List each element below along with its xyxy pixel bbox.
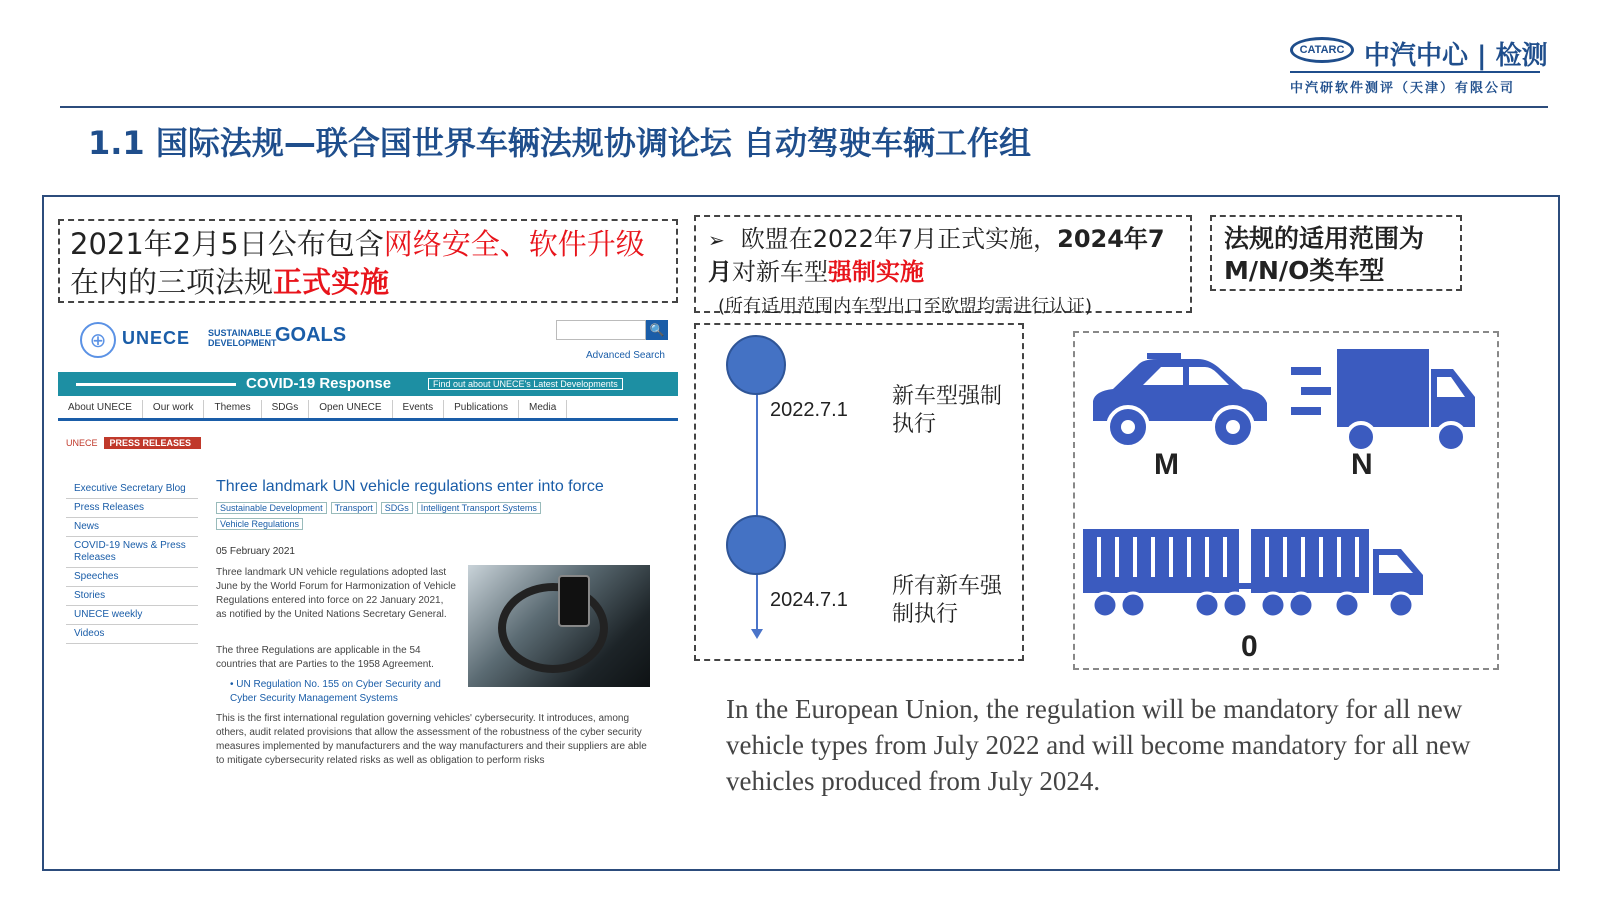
covid-label: COVID-19 Response — [246, 375, 392, 392]
eu-text-2: 2024年7月 — [708, 225, 1165, 286]
catarc-logo-mark: CATARC — [1290, 37, 1354, 63]
logo-subtitle: 中汽研软件测评（天津）有限公司 — [1290, 81, 1516, 96]
sdg-line2: DEVELOPMENT — [208, 338, 277, 348]
category-n-label: N — [1351, 448, 1373, 481]
bullet-arrow-icon: ➢ — [708, 228, 725, 252]
timeline-date: 2024.7.1 — [770, 589, 848, 611]
article-tag[interactable]: Sustainable Development — [216, 502, 327, 514]
smartphone-shape — [558, 575, 590, 627]
nav-item[interactable]: Our work — [143, 400, 205, 418]
slide-title: 1.1 国际法规—联合国世界车辆法规协调论坛 自动驾驶车辆工作组 — [88, 124, 1031, 162]
breadcrumb-unece[interactable]: UNECE — [66, 438, 98, 448]
english-summary: In the European Union, the regulation will be mandatory for all new vehicle types from July 2022 and will become mandatory for all new vehicles produced from July 2024. — [726, 694, 1471, 796]
eu-text-1: 欧盟在2022年7月正式实施， — [740, 225, 1058, 253]
article-tags — [216, 502, 596, 530]
article-paragraph: The three Regulations are applicable in the 54 countries that are Parties to the 1958 Agreement. — [216, 645, 434, 670]
covid-link[interactable]: Find out about UNECE's Latest Developments — [428, 378, 623, 390]
un-emblem-icon: ⊕ — [80, 322, 116, 358]
trailer-truck-icon — [1083, 525, 1435, 635]
eu-highlight: 强制实施 — [828, 258, 924, 286]
covid-decor-line — [76, 383, 236, 386]
scope-line-2: M/N/O类车型 — [1224, 256, 1385, 285]
side-menu-item[interactable]: UNECE weekly — [66, 606, 198, 625]
web-nav-bar — [58, 400, 678, 421]
nav-item[interactable]: SDGs — [262, 400, 310, 418]
timeline-text: 所有新车强制执行 — [892, 574, 1003, 627]
logo-name: 中汽中心 | 检测 — [1364, 41, 1548, 71]
article-bullet-text[interactable]: UN Regulation No. 155 on Cyber Security and Cyber Security Management Systems — [230, 679, 441, 704]
advanced-search-link[interactable]: Advanced Search — [586, 350, 665, 361]
timeline-box — [694, 323, 1024, 661]
side-menu-item[interactable]: News — [66, 518, 198, 537]
vehicle-categories-box — [1073, 331, 1499, 670]
article-paragraph: This is the first international regulation governing vehicles' cybersecurity. It introduces, among others, audit related provisions that allow the assessment of the robustness of the cyber security measures implemented by manufacturers and the way manufacturers and their suppliers are able to mitigate cybersecurity related risks as well as obligation to perform risks — [216, 713, 647, 766]
side-menu-item[interactable]: COVID-19 News & Press Releases — [66, 537, 198, 568]
announcement-text-1: 2021年2月5日公布包含 — [70, 227, 384, 261]
timeline-line — [756, 365, 758, 635]
article-bullet-link[interactable]: • UN Regulation No. 155 on Cyber Security and Cyber Security Management Systems — [230, 679, 441, 704]
breadcrumb-press-releases[interactable]: PRESS RELEASES — [104, 437, 202, 449]
side-menu-item[interactable]: Videos — [66, 625, 198, 644]
sdg-goals-logo: GOALS — [275, 324, 347, 346]
timeline-arrow-icon — [751, 629, 763, 639]
article-paragraph: Three landmark UN vehicle regulations adopted last June by the World Forum for Harmonization of Vehicle Regulations entered into force on 22 January 2021, as notified by the United Nations Secretary General. — [216, 567, 456, 620]
side-menu-item[interactable]: Press Releases — [66, 499, 198, 518]
eu-text-3: 对新车型 — [732, 258, 828, 286]
steering-wheel-shape — [498, 583, 608, 673]
announcement-highlight-2: 正式实施 — [273, 265, 390, 299]
nav-item[interactable]: Themes — [204, 400, 261, 418]
timeline-text: 新车型强制执行 — [892, 384, 1003, 437]
eu-implementation-box — [694, 215, 1192, 317]
eu-note: (所有适用范围内车型出口至欧盟均需进行认证) — [718, 296, 1093, 317]
announcement-box — [58, 219, 678, 303]
nav-item[interactable]: Open UNECE — [309, 400, 392, 418]
breadcrumb — [66, 437, 201, 449]
announcement-highlight-1: 网络安全、软件升级 — [383, 227, 645, 261]
category-o-label: 0 — [1241, 630, 1258, 663]
unece-webpage-screenshot — [58, 320, 678, 790]
unece-logo-text: UNECE — [122, 328, 191, 348]
side-menu-item[interactable]: Executive Secretary Blog — [66, 480, 198, 499]
nav-item[interactable]: About UNECE — [58, 400, 143, 418]
sdg-logo-small — [208, 328, 277, 348]
timeline-dot — [726, 335, 786, 395]
article-tag[interactable]: Transport — [331, 502, 377, 514]
announcement-text-2: 在内的三项法规 — [70, 265, 274, 299]
web-search-input[interactable] — [556, 320, 646, 340]
side-menu-item[interactable]: Speeches — [66, 568, 198, 587]
timeline-dot — [726, 515, 786, 575]
scope-box — [1210, 215, 1462, 291]
car-icon — [1083, 351, 1273, 451]
article-tag[interactable]: Intelligent Transport Systems — [417, 502, 541, 514]
article-tag[interactable]: Vehicle Regulations — [216, 518, 303, 530]
search-icon[interactable]: 🔍 — [646, 320, 668, 340]
nav-item[interactable]: Events — [393, 400, 445, 418]
header-divider — [60, 106, 1548, 108]
category-m-label: M — [1154, 448, 1179, 481]
covid-banner — [58, 372, 678, 396]
article-date: 05 February 2021 — [216, 546, 295, 557]
nav-item[interactable]: Publications — [444, 400, 519, 418]
car-interior-photo — [468, 565, 650, 687]
timeline-date: 2022.7.1 — [770, 399, 848, 421]
side-menu — [66, 480, 198, 644]
logo-divider — [1290, 71, 1540, 73]
nav-item[interactable]: Media — [519, 400, 567, 418]
scope-line-1: 法规的适用范围为 — [1224, 224, 1425, 253]
company-logo — [1290, 33, 1550, 103]
article-title[interactable]: Three landmark UN vehicle regulations enter into force — [216, 478, 604, 495]
truck-icon — [1291, 345, 1481, 455]
side-menu-item[interactable]: Stories — [66, 587, 198, 606]
article-tag[interactable]: SDGs — [381, 502, 413, 514]
sdg-line1: SUSTAINABLE — [208, 328, 272, 338]
